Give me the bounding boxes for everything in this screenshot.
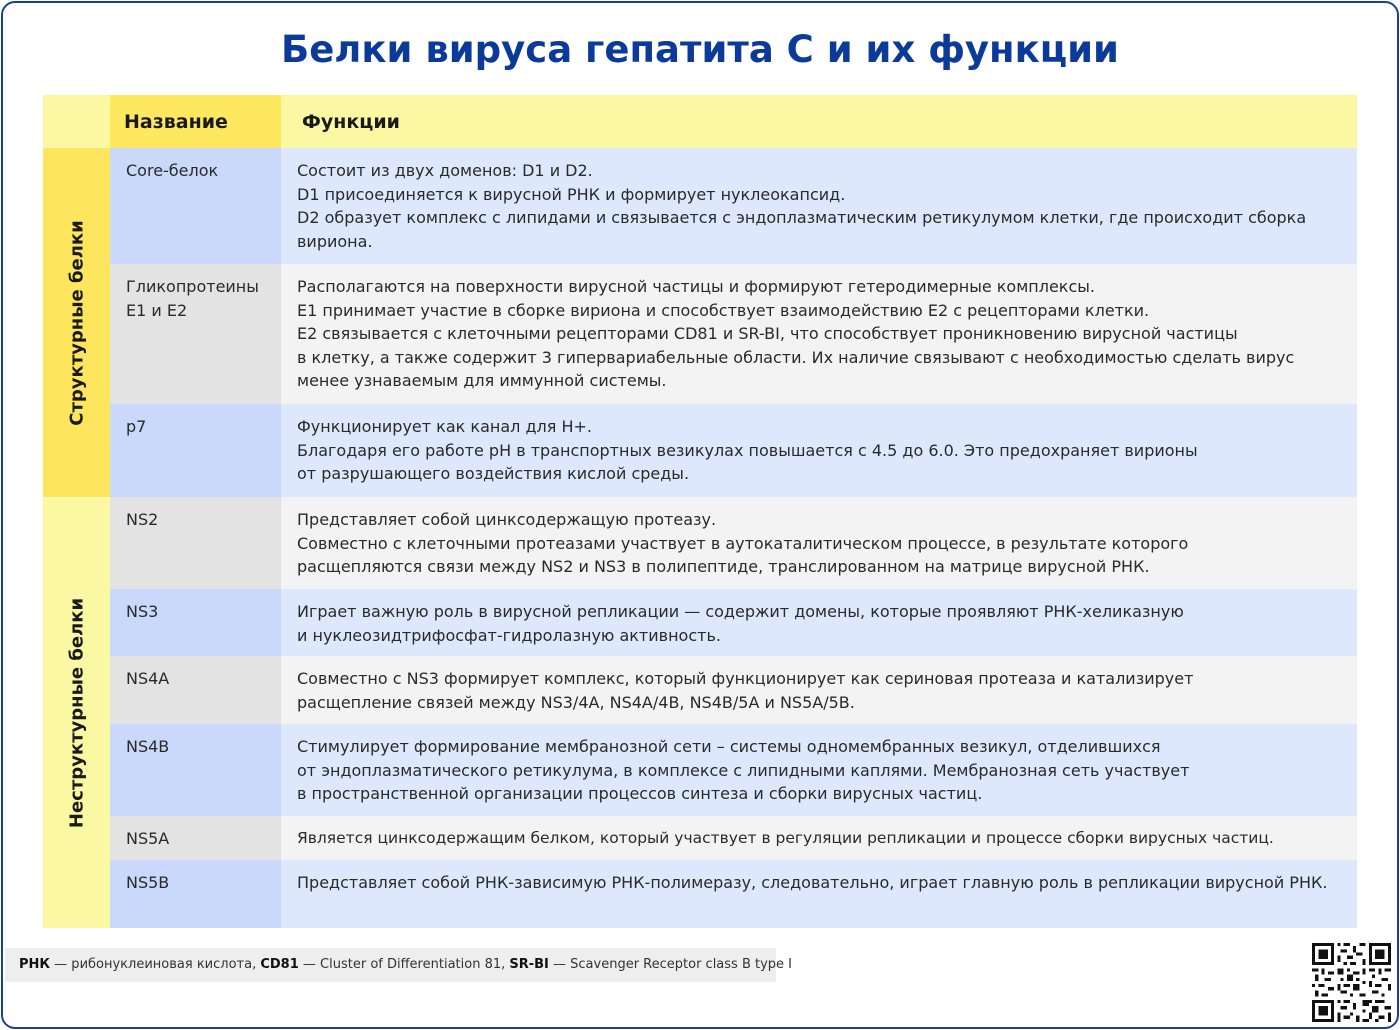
table-row xyxy=(110,860,1357,928)
protein-functions xyxy=(281,589,1357,656)
name-line: NS3 xyxy=(126,602,159,621)
protein-name xyxy=(110,656,281,724)
function-line: Функционирует как канал для H+. xyxy=(297,417,592,436)
function-line: от разрушающего воздействия кислой среды. xyxy=(297,464,690,483)
protein-functions xyxy=(281,404,1357,497)
protein-name xyxy=(110,860,281,928)
name-line: NS2 xyxy=(126,510,159,529)
header-functions: Функции xyxy=(281,95,1357,148)
group-structural-label: Структурные белки xyxy=(66,219,87,426)
protein-functions xyxy=(281,148,1357,264)
table-row xyxy=(110,404,1357,497)
protein-functions xyxy=(281,724,1357,816)
protein-name xyxy=(110,724,281,816)
footnote-term: CD81 xyxy=(260,957,299,972)
header-name: Название xyxy=(110,95,281,148)
protein-functions xyxy=(281,656,1357,724)
function-line: менее узнаваемым для иммунной системы. xyxy=(297,371,667,390)
function-line: E2 связывается с клеточными рецепторами CD81 и SR-BI, что способствует проникновению вирусной частицы xyxy=(297,324,1238,343)
table-row xyxy=(110,264,1357,404)
footnote-definition: — рибонуклеиновая кислота, xyxy=(50,957,261,972)
page-title: Белки вируса гепатита С и их функции xyxy=(281,28,1119,71)
name-line: Core-белок xyxy=(126,161,219,180)
table-row xyxy=(110,497,1357,589)
function-line: расщепляются связи между NS2 и NS3 в полипептиде, транслированном на матрице вирусной РНК. xyxy=(297,557,1150,576)
function-line: D1 присоединяется к вирусной РНК и формирует нуклеокапсид. xyxy=(297,184,846,204)
function-line: Представляет собой РНК-зависимую РНК-полимеразу, следовательно, играет главную роль в репликации вирусной РНК. xyxy=(297,873,1328,892)
function-line: Благодаря его работе pH в транспортных везикулах повышается с 4.5 до 6.0. Это предохраняет вирионы xyxy=(297,440,1198,460)
group-structural xyxy=(43,148,110,497)
function-line: в пространственной организации процессов синтеза и сборки вирусных частиц. xyxy=(297,784,983,803)
footnote-definition: — Cluster of Differentiation 81, xyxy=(298,957,510,972)
footnote-term: SR-BI xyxy=(509,957,549,972)
name-line: NS4A xyxy=(126,669,170,688)
protein-name xyxy=(110,148,281,264)
name-line: NS4B xyxy=(126,737,170,756)
table-row xyxy=(110,589,1357,656)
protein-functions xyxy=(281,816,1357,860)
function-line: Совместно с клеточными протеазами участвует в аутокаталитическом процессе, в результате которого xyxy=(297,533,1189,553)
header-group-cell xyxy=(43,95,110,148)
table-row xyxy=(110,724,1357,816)
function-line: от эндоплазматического ретикулума, в комплексе с липидными каплями. Мембранозная сеть участвует xyxy=(297,760,1190,780)
footnote-definition: — Scavenger Receptor class B type I xyxy=(548,957,793,972)
group-nonstructural-label: Неструктурные белки xyxy=(66,597,87,828)
protein-functions xyxy=(281,264,1357,404)
protein-name xyxy=(110,589,281,656)
table-row xyxy=(110,148,1357,264)
footnote xyxy=(5,948,793,982)
group-nonstructural xyxy=(43,497,110,928)
name-line: Гликопротеины xyxy=(126,277,259,296)
protein-functions xyxy=(281,497,1357,589)
protein-name xyxy=(110,497,281,589)
protein-name xyxy=(110,816,281,860)
name-line: p7 xyxy=(126,417,147,436)
protein-name xyxy=(110,404,281,497)
function-line: Совместно с NS3 формирует комплекс, который функционирует как сериновая протеаза и катализирует xyxy=(297,669,1194,688)
table-row xyxy=(110,656,1357,724)
function-line: Представляет собой цинксодержащую протеазу. xyxy=(297,510,717,529)
qr-code-icon[interactable] xyxy=(1312,943,1391,1022)
function-line: Располагаются на поверхности вирусной частицы и формируют гетеродимерные комплексы. xyxy=(297,277,1095,296)
function-line: Является цинксодержащим белком, который участвует в регуляции репликации и процессе сборки вирусных частиц. xyxy=(297,829,1274,847)
function-line: D2 образует комплекс с липидами и связывается с эндоплазматическим ретикулумом клетки, где происходит сборка вириона. xyxy=(297,208,1307,251)
function-line: E1 принимает участие в сборке вириона и способствует взаимодействию E2 с рецепторами клетки. xyxy=(297,300,1150,320)
function-line: Стимулирует формирование мембранозной сети – системы одномембранных везикул, отделившихся xyxy=(297,737,1161,756)
name-line: NS5B xyxy=(126,873,170,892)
function-line: в клетку, а также содержит 3 гипервариабельные области. Их наличие связывают с необходимостью сделать вирус xyxy=(297,347,1295,367)
name-line: NS5A xyxy=(126,829,170,848)
protein-name xyxy=(110,264,281,404)
function-line: расщепление связей между NS3/4A, NS4A/4B, NS4B/5A и NS5A/5B. xyxy=(297,692,855,712)
name-line: E1 и E2 xyxy=(126,300,188,320)
function-line: и нуклеозидтрифосфат-гидролазную активность. xyxy=(297,625,721,645)
footnote-term: РНК xyxy=(19,957,51,972)
protein-functions xyxy=(281,860,1357,928)
table-row xyxy=(110,816,1357,860)
function-line: Состоит из двух доменов: D1 и D2. xyxy=(297,161,593,180)
function-line: Играет важную роль в вирусной репликации — содержит домены, которые проявляют РНК-хеликазную xyxy=(297,602,1184,621)
